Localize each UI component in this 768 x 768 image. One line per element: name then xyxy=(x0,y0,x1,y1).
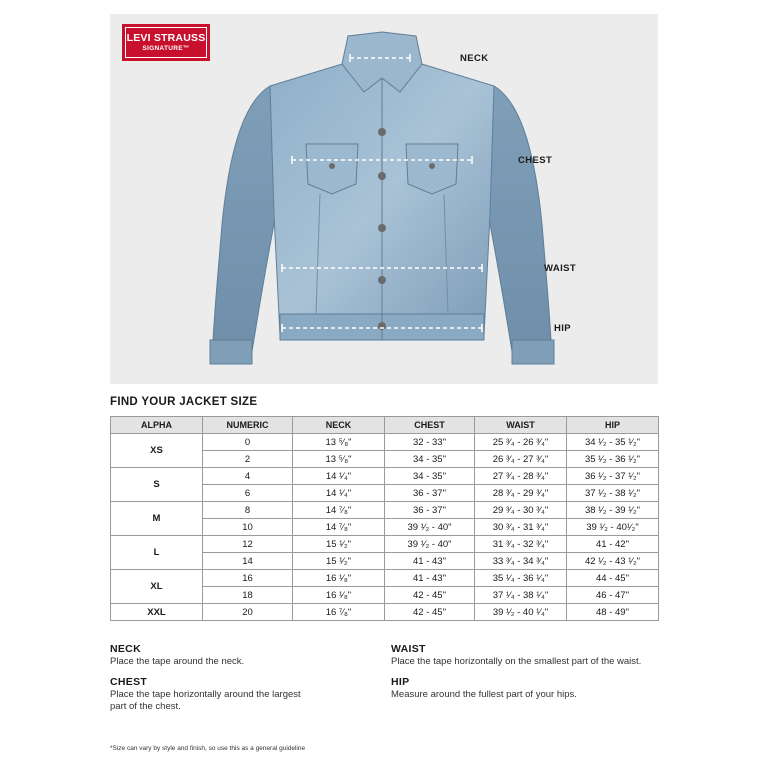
waist-label: WAIST xyxy=(544,263,577,274)
numeric-cell: 4 xyxy=(203,468,293,485)
table-row xyxy=(111,434,659,451)
guide-chest-text-1: Place the tape horizontally around the largest xyxy=(110,689,301,700)
waist-cell: 35 ¹⁄₄ - 36 ¹⁄₄" xyxy=(475,570,567,587)
table-header-row xyxy=(111,417,659,434)
neck-cell: 16 ⁷⁄₈" xyxy=(293,604,385,621)
denim-jacket-illustration xyxy=(110,14,658,384)
neck-cell: 16 ¹⁄₈" xyxy=(293,570,385,587)
jacket-figure xyxy=(110,14,658,384)
numeric-cell: 20 xyxy=(203,604,293,621)
header-alpha: ALPHA xyxy=(111,417,203,434)
waist-cell: 26 ³⁄₄ - 27 ³⁄₄" xyxy=(475,451,567,468)
neck-cell: 13 ⁵⁄₈" xyxy=(293,451,385,468)
waist-cell: 30 ³⁄₄ - 31 ³⁄₄" xyxy=(475,519,567,536)
alpha-cell: XL xyxy=(111,570,203,604)
waist-cell: 27 ³⁄₄ - 28 ³⁄₄" xyxy=(475,468,567,485)
chest-cell: 36 - 37" xyxy=(385,485,475,502)
chest-cell: 42 - 45" xyxy=(385,604,475,621)
guide-chest-title: CHEST xyxy=(110,676,148,688)
neck-label: NECK xyxy=(460,53,489,64)
chest-cell: 32 - 33" xyxy=(385,434,475,451)
table-row xyxy=(111,468,659,485)
numeric-cell: 16 xyxy=(203,570,293,587)
chest-cell: 34 - 35" xyxy=(385,468,475,485)
chest-cell: 34 - 35" xyxy=(385,451,475,468)
section-title: FIND YOUR JACKET SIZE xyxy=(110,396,258,408)
hip-cell: 42 ¹⁄₂ - 43 ¹⁄₂" xyxy=(567,553,659,570)
hip-cell: 48 - 49" xyxy=(567,604,659,621)
table-row xyxy=(111,604,659,621)
numeric-cell: 2 xyxy=(203,451,293,468)
header-numeric: NUMERIC xyxy=(203,417,293,434)
neck-cell: 13 ⁵⁄₈" xyxy=(293,434,385,451)
chest-cell: 41 - 43" xyxy=(385,553,475,570)
hip-cell: 38 ¹⁄₂ - 39 ¹⁄₂" xyxy=(567,502,659,519)
waist-cell: 28 ³⁄₄ - 29 ³⁄₄" xyxy=(475,485,567,502)
header-waist: WAIST xyxy=(475,417,567,434)
alpha-cell: XXL xyxy=(111,604,203,621)
numeric-cell: 12 xyxy=(203,536,293,553)
header-chest: CHEST xyxy=(385,417,475,434)
neck-cell: 15 ¹⁄₂" xyxy=(293,553,385,570)
header-hip: HIP xyxy=(567,417,659,434)
waist-cell: 29 ³⁄₄ - 30 ³⁄₄" xyxy=(475,502,567,519)
hip-cell: 44 - 45" xyxy=(567,570,659,587)
numeric-cell: 10 xyxy=(203,519,293,536)
neck-cell: 14 ⁷⁄₈" xyxy=(293,519,385,536)
guide-chest-text-2: part of the chest. xyxy=(110,701,181,712)
hip-cell: 41 - 42" xyxy=(567,536,659,553)
neck-cell: 14 ⁷⁄₈" xyxy=(293,502,385,519)
numeric-cell: 14 xyxy=(203,553,293,570)
waist-cell: 39 ¹⁄₂ - 40 ¹⁄₄" xyxy=(475,604,567,621)
numeric-cell: 6 xyxy=(203,485,293,502)
hip-cell: 39 ¹⁄₂ - 40¹⁄₂" xyxy=(567,519,659,536)
chest-label: CHEST xyxy=(518,155,553,166)
hip-cell: 37 ¹⁄₂ - 38 ¹⁄₂" xyxy=(567,485,659,502)
guide-neck-text: Place the tape around the neck. xyxy=(110,656,245,667)
guide-waist-text: Place the tape horizontally on the smallest part of the waist. xyxy=(391,656,642,667)
hip-cell: 35 ¹⁄₂ - 36 ¹⁄₂" xyxy=(567,451,659,468)
guide-neck-title: NECK xyxy=(110,643,141,655)
brand-line-2: SIGNATURE™ xyxy=(142,45,190,52)
table-row xyxy=(111,570,659,587)
hip-label: HIP xyxy=(554,323,572,334)
brand-line-1: LEVI STRAUSS xyxy=(126,32,206,44)
neck-cell: 14 ¹⁄₄" xyxy=(293,468,385,485)
neck-cell: 16 ¹⁄₈" xyxy=(293,587,385,604)
footnote: *Size can vary by style and finish, so use this as a general guideline xyxy=(110,745,306,752)
alpha-cell: L xyxy=(111,536,203,570)
size-chart-table xyxy=(110,416,659,621)
chest-cell: 41 - 43" xyxy=(385,570,475,587)
alpha-cell: M xyxy=(111,502,203,536)
neck-cell: 15 ¹⁄₂" xyxy=(293,536,385,553)
waist-cell: 25 ³⁄₄ - 26 ³⁄₄" xyxy=(475,434,567,451)
neck-cell: 14 ¹⁄₄" xyxy=(293,485,385,502)
chest-cell: 42 - 45" xyxy=(385,587,475,604)
numeric-cell: 8 xyxy=(203,502,293,519)
guide-waist-title: WAIST xyxy=(391,643,426,655)
waist-cell: 31 ³⁄₄ - 32 ³⁄₄" xyxy=(475,536,567,553)
waist-cell: 33 ³⁄₄ - 34 ³⁄₄" xyxy=(475,553,567,570)
guide-hip-text: Measure around the fullest part of your hips. xyxy=(391,689,577,700)
chest-cell: 36 - 37" xyxy=(385,502,475,519)
table-row xyxy=(111,502,659,519)
hip-cell: 34 ¹⁄₂ - 35 ¹⁄₂" xyxy=(567,434,659,451)
hip-cell: 46 - 47" xyxy=(567,587,659,604)
waist-cell: 37 ¹⁄₄ - 38 ¹⁄₄" xyxy=(475,587,567,604)
table-row xyxy=(111,536,659,553)
numeric-cell: 0 xyxy=(203,434,293,451)
alpha-cell: XS xyxy=(111,434,203,468)
header-neck: NECK xyxy=(293,417,385,434)
numeric-cell: 18 xyxy=(203,587,293,604)
chest-cell: 39 ¹⁄₂ - 40" xyxy=(385,536,475,553)
hip-cell: 36 ¹⁄₂ - 37 ¹⁄₂" xyxy=(567,468,659,485)
chest-cell: 39 ¹⁄₂ - 40" xyxy=(385,519,475,536)
guide-hip-title: HIP xyxy=(391,676,410,688)
alpha-cell: S xyxy=(111,468,203,502)
